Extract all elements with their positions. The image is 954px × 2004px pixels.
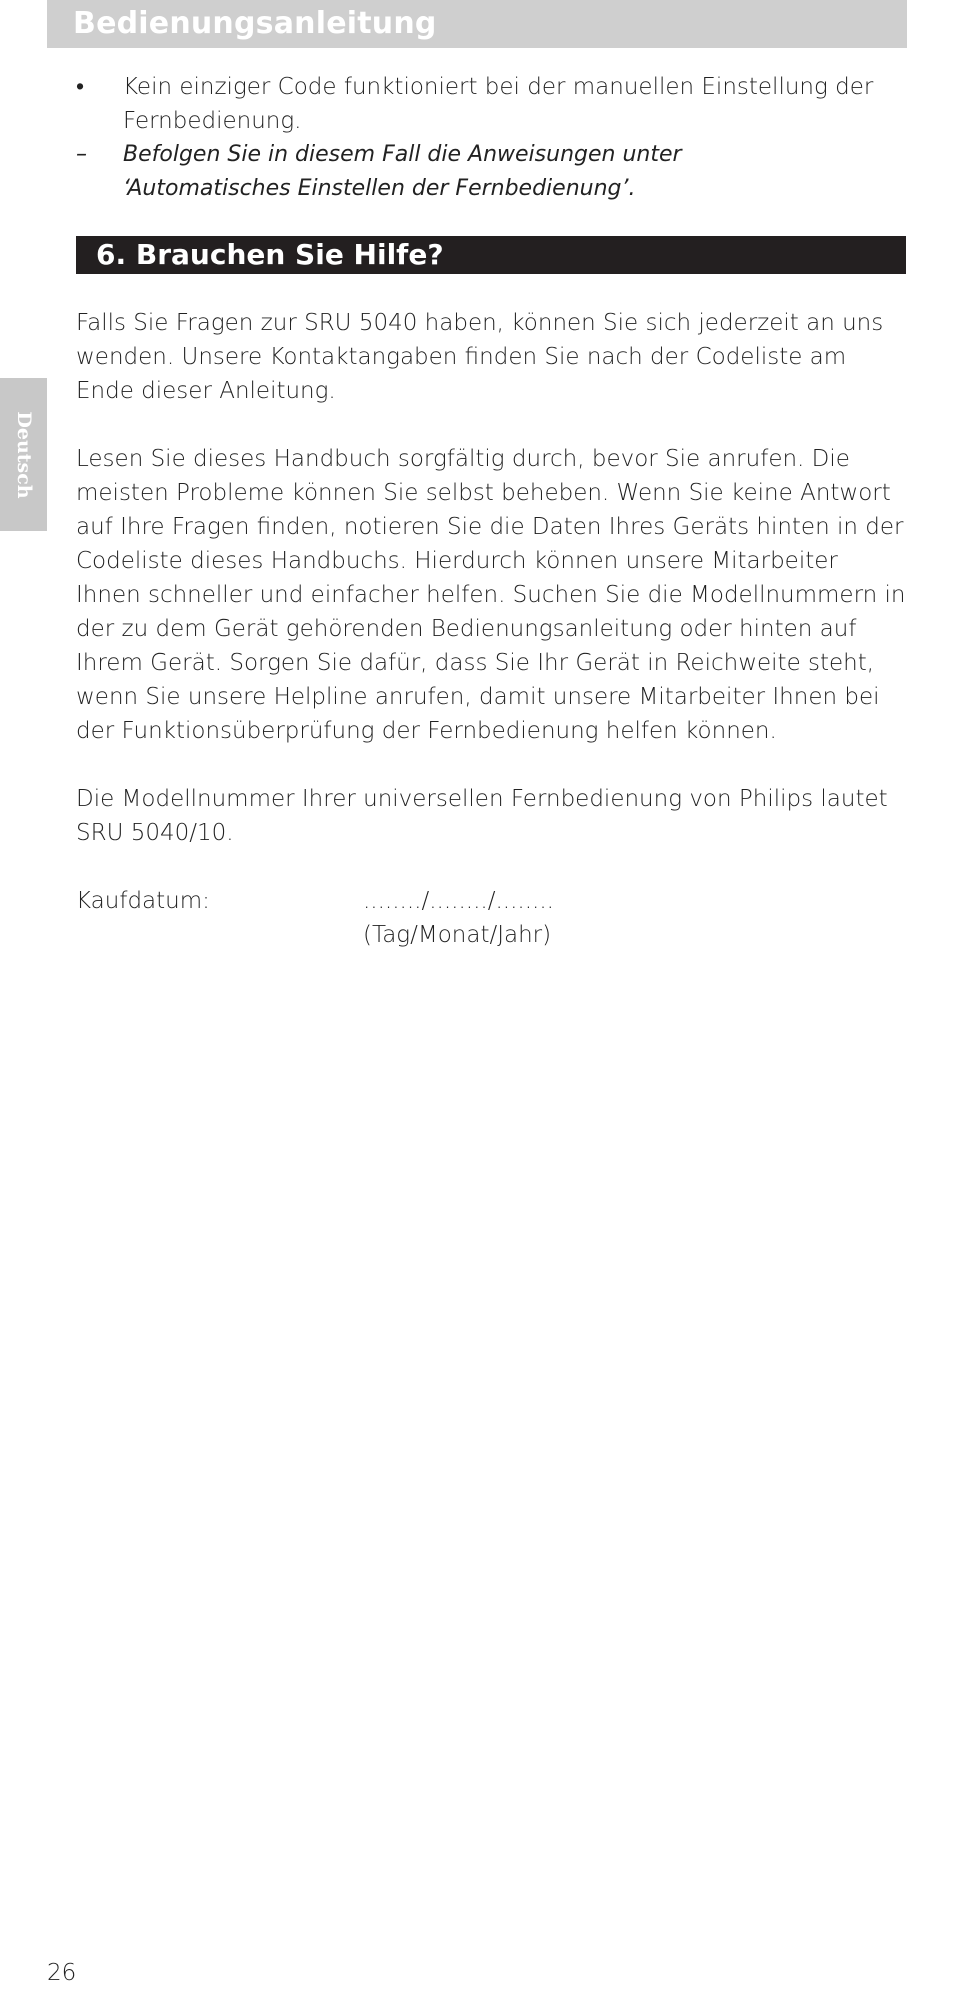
dash-text xyxy=(123,138,906,206)
section-title: 6. Brauchen Sie Hilfe? xyxy=(96,238,444,271)
section-heading-bar xyxy=(76,236,906,274)
bullet-text: Kein einziger Code funktioniert bei der manuellen Einstellung der Fernbedienung. xyxy=(123,74,874,134)
page-number: 26 xyxy=(47,1960,77,1986)
header-title: Bedienungsanleitung xyxy=(73,6,437,41)
paragraph-contact: Falls Sie Fragen zur SRU 5040 haben, können Sie sich jederzeit an uns wenden. Unsere Kontaktangaben finden Sie nach der Codeliste am Ende dieser Anleitung. xyxy=(76,310,884,404)
purchase-date-label: Kaufdatum: xyxy=(76,888,210,914)
language-side-tab-label: Deutsch xyxy=(12,410,35,499)
purchase-date-format: (Tag/Monat/Jahr) xyxy=(363,922,552,948)
purchase-date-row xyxy=(76,884,906,952)
dash-item xyxy=(76,138,906,206)
paragraph-instructions: Lesen Sie dieses Handbuch sorgfältig durch, bevor Sie anrufen. Die meisten Probleme können Sie selbst beheben. Wenn Sie keine Antwort auf Ihre Fragen finden, notieren Sie die Daten Ihres Geräts hinten in der Codeliste dieses Handbuchs. Hierdurch können unsere Mitarbeiter Ihnen schneller und einfacher helfen. Suchen Sie die Modellnummern in der zu dem Gerät gehörenden Bedienungsanleitung oder hinten auf Ihrem Gerät. Sorgen Sie dafür, dass Sie Ihr Gerät in Reichweite steht, wenn Sie unsere Helpline anrufen, damit unsere Mitarbeiter Ihnen bei der Funktionsüberprüfung der Fernbedienung helfen können. xyxy=(76,446,906,744)
bullet-item xyxy=(76,70,906,138)
bullet-mark: • xyxy=(76,74,85,100)
dash-text-line2: ‘Automatisches Einstellen der Fernbedienung’. xyxy=(123,176,636,201)
paragraph-model-number: Die Modellnummer Ihrer universellen Fernbedienung von Philips lautet SRU 5040/10. xyxy=(76,786,888,846)
purchase-date-values xyxy=(363,884,906,952)
page-content xyxy=(76,70,906,952)
dash-mark: – xyxy=(76,142,87,167)
purchase-date-blank: ......../......../........ xyxy=(363,888,554,914)
dash-text-line1: Befolgen Sie in diesem Fall die Anweisungen unter xyxy=(123,142,682,167)
language-side-tab xyxy=(0,378,47,531)
header-bar xyxy=(47,0,907,48)
